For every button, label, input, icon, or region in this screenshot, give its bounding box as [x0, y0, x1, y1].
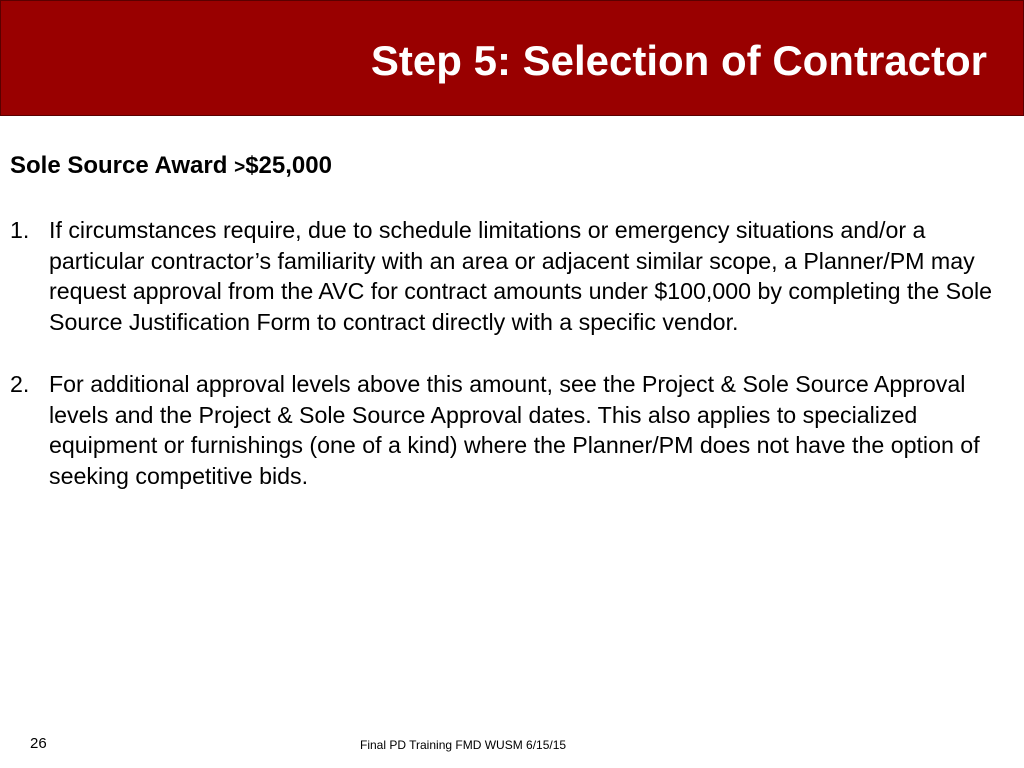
footer-text: Final PD Training FMD WUSM 6/15/15: [360, 738, 567, 752]
slide-title: Step 5: Selection of Contractor: [370, 37, 987, 84]
list-item: [10, 215, 1020, 338]
section-heading: [10, 152, 332, 180]
list-item-number: 1.: [10, 217, 30, 243]
section-heading-amount: $25,000: [245, 152, 332, 179]
numbered-list: [10, 215, 1020, 492]
title-bar: [0, 0, 1024, 116]
section-heading-label: Sole Source Award: [10, 152, 235, 179]
section-heading-gt: >: [234, 157, 246, 178]
list-item-text: If circumstances require, due to schedule limitations or emergency situations and/or a particular contractor’s familiarity with an area or adjacent similar scope, a Planner/PM may request approval from the AVC for contract amounts under $100,000 by completing the Sole Source Justification Form to contract directly with a specific vendor.: [49, 217, 993, 336]
list-item-number: 2.: [10, 370, 30, 397]
slide-number: 26: [30, 735, 47, 752]
list-item: [10, 369, 1020, 492]
list-item-text: For additional approval levels above this amount, see the Project & Sole Source Approval levels and the Project & Sole Source Approval dates. This also applies to specialized equipment or furnishings (one of a kind) where the Planner/PM does not have the option of seeking competitive bids.: [49, 370, 980, 489]
